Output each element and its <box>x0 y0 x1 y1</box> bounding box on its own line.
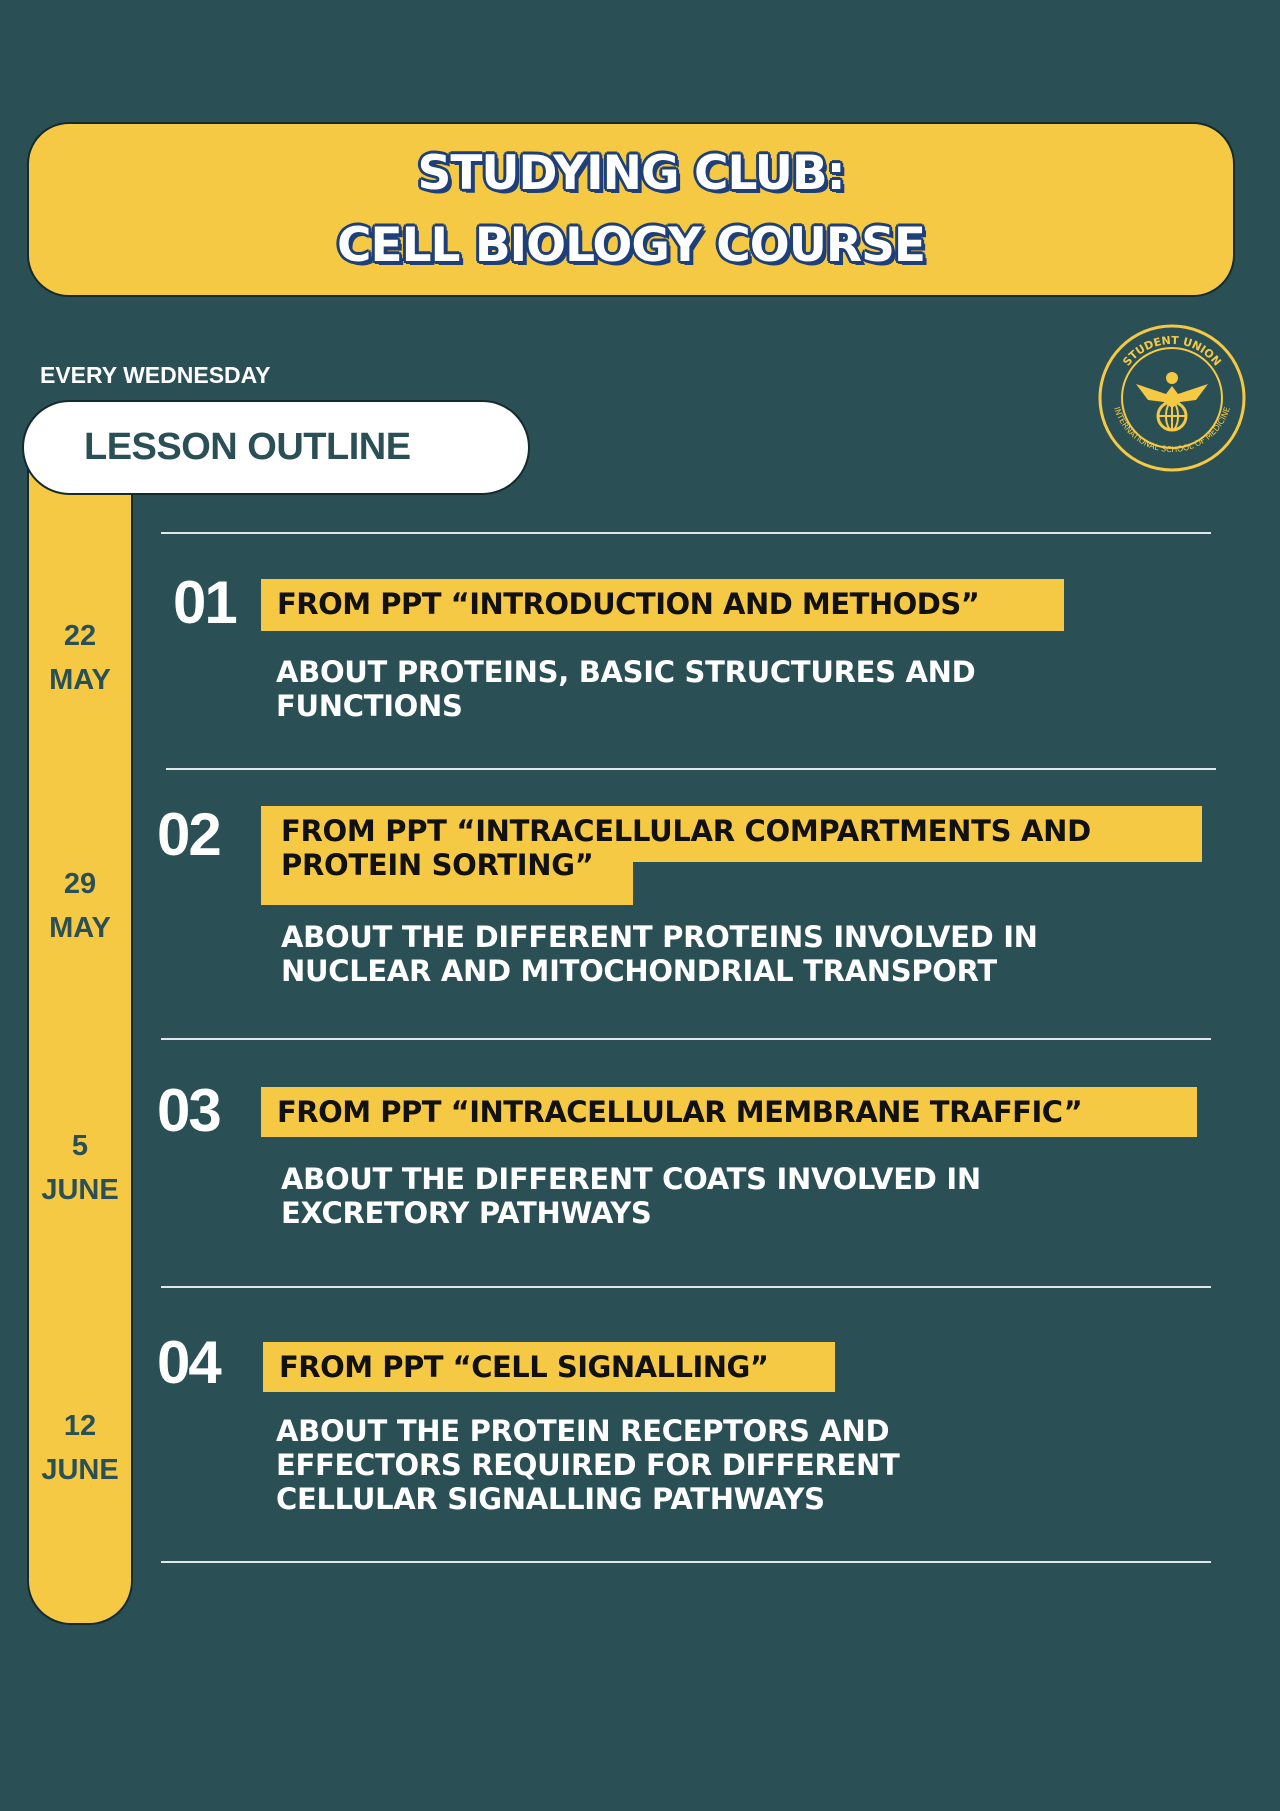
lesson-title-line: PROTEIN SORTING” <box>281 848 594 882</box>
lesson-number: 01 <box>173 569 236 636</box>
student-union-logo <box>1096 322 1248 474</box>
divider <box>161 1561 1211 1563</box>
date-lesson-03 <box>27 1124 133 1212</box>
lesson-title-tag <box>281 814 1201 882</box>
lesson-title-line: FROM PPT “INTRACELLULAR COMPARTMENTS AND <box>281 814 1091 848</box>
date-day: 29 <box>63 868 97 900</box>
title-line-1: STUDYING CLUB: <box>417 145 845 201</box>
lesson-number: 04 <box>157 1329 220 1396</box>
lesson-description: ABOUT THE PROTEIN RECEPTORS AND EFFECTORS REQUIRED FOR DIFFERENT CELLULAR SIGNALLING PATHWAYS <box>276 1414 900 1516</box>
divider <box>161 532 1211 534</box>
lesson-title-tag: FROM PPT “CELL SIGNALLING” <box>263 1342 835 1392</box>
date-lesson-01 <box>27 614 133 702</box>
logo-bottom-text: INTERNATIONAL SCHOOL OF MEDICINE <box>1112 405 1232 455</box>
lesson-title-tag: FROM PPT “INTRACELLULAR MEMBRANE TRAFFIC” <box>261 1087 1197 1137</box>
date-day: 5 <box>71 1130 89 1162</box>
lesson-outline-title: LESSON OUTLINE <box>84 426 411 468</box>
date-day: 22 <box>63 620 97 652</box>
date-lesson-02 <box>27 862 133 950</box>
schedule-note: EVERY WEDNESDAY <box>40 362 271 388</box>
lesson-number: 02 <box>157 801 220 868</box>
logo-top-text: STUDENT UNION <box>1120 333 1224 369</box>
lesson-description: ABOUT PROTEINS, BASIC STRUCTURES AND FUNCTIONS <box>276 655 976 723</box>
date-month: MAY <box>49 912 111 944</box>
lesson-number: 03 <box>157 1077 220 1144</box>
date-lesson-04 <box>27 1404 133 1492</box>
date-month: JUNE <box>41 1174 119 1206</box>
lesson-outline-pill <box>22 400 530 495</box>
divider <box>166 768 1216 770</box>
divider <box>161 1038 1211 1040</box>
lesson-description: ABOUT THE DIFFERENT PROTEINS INVOLVED IN NUCLEAR AND MITOCHONDRIAL TRANSPORT <box>281 920 1038 988</box>
eagle-globe-icon <box>1136 372 1208 430</box>
title-line-2: CELL BIOLOGY COURSE <box>336 217 926 273</box>
date-month: MAY <box>49 664 111 696</box>
lesson-title-tag: FROM PPT “INTRODUCTION AND METHODS” <box>261 579 1064 631</box>
date-day: 12 <box>63 1410 97 1442</box>
lesson-description: ABOUT THE DIFFERENT COATS INVOLVED IN EXCRETORY PATHWAYS <box>281 1162 981 1230</box>
divider <box>161 1286 1211 1288</box>
date-month: JUNE <box>41 1454 119 1486</box>
title-banner <box>27 122 1235 297</box>
